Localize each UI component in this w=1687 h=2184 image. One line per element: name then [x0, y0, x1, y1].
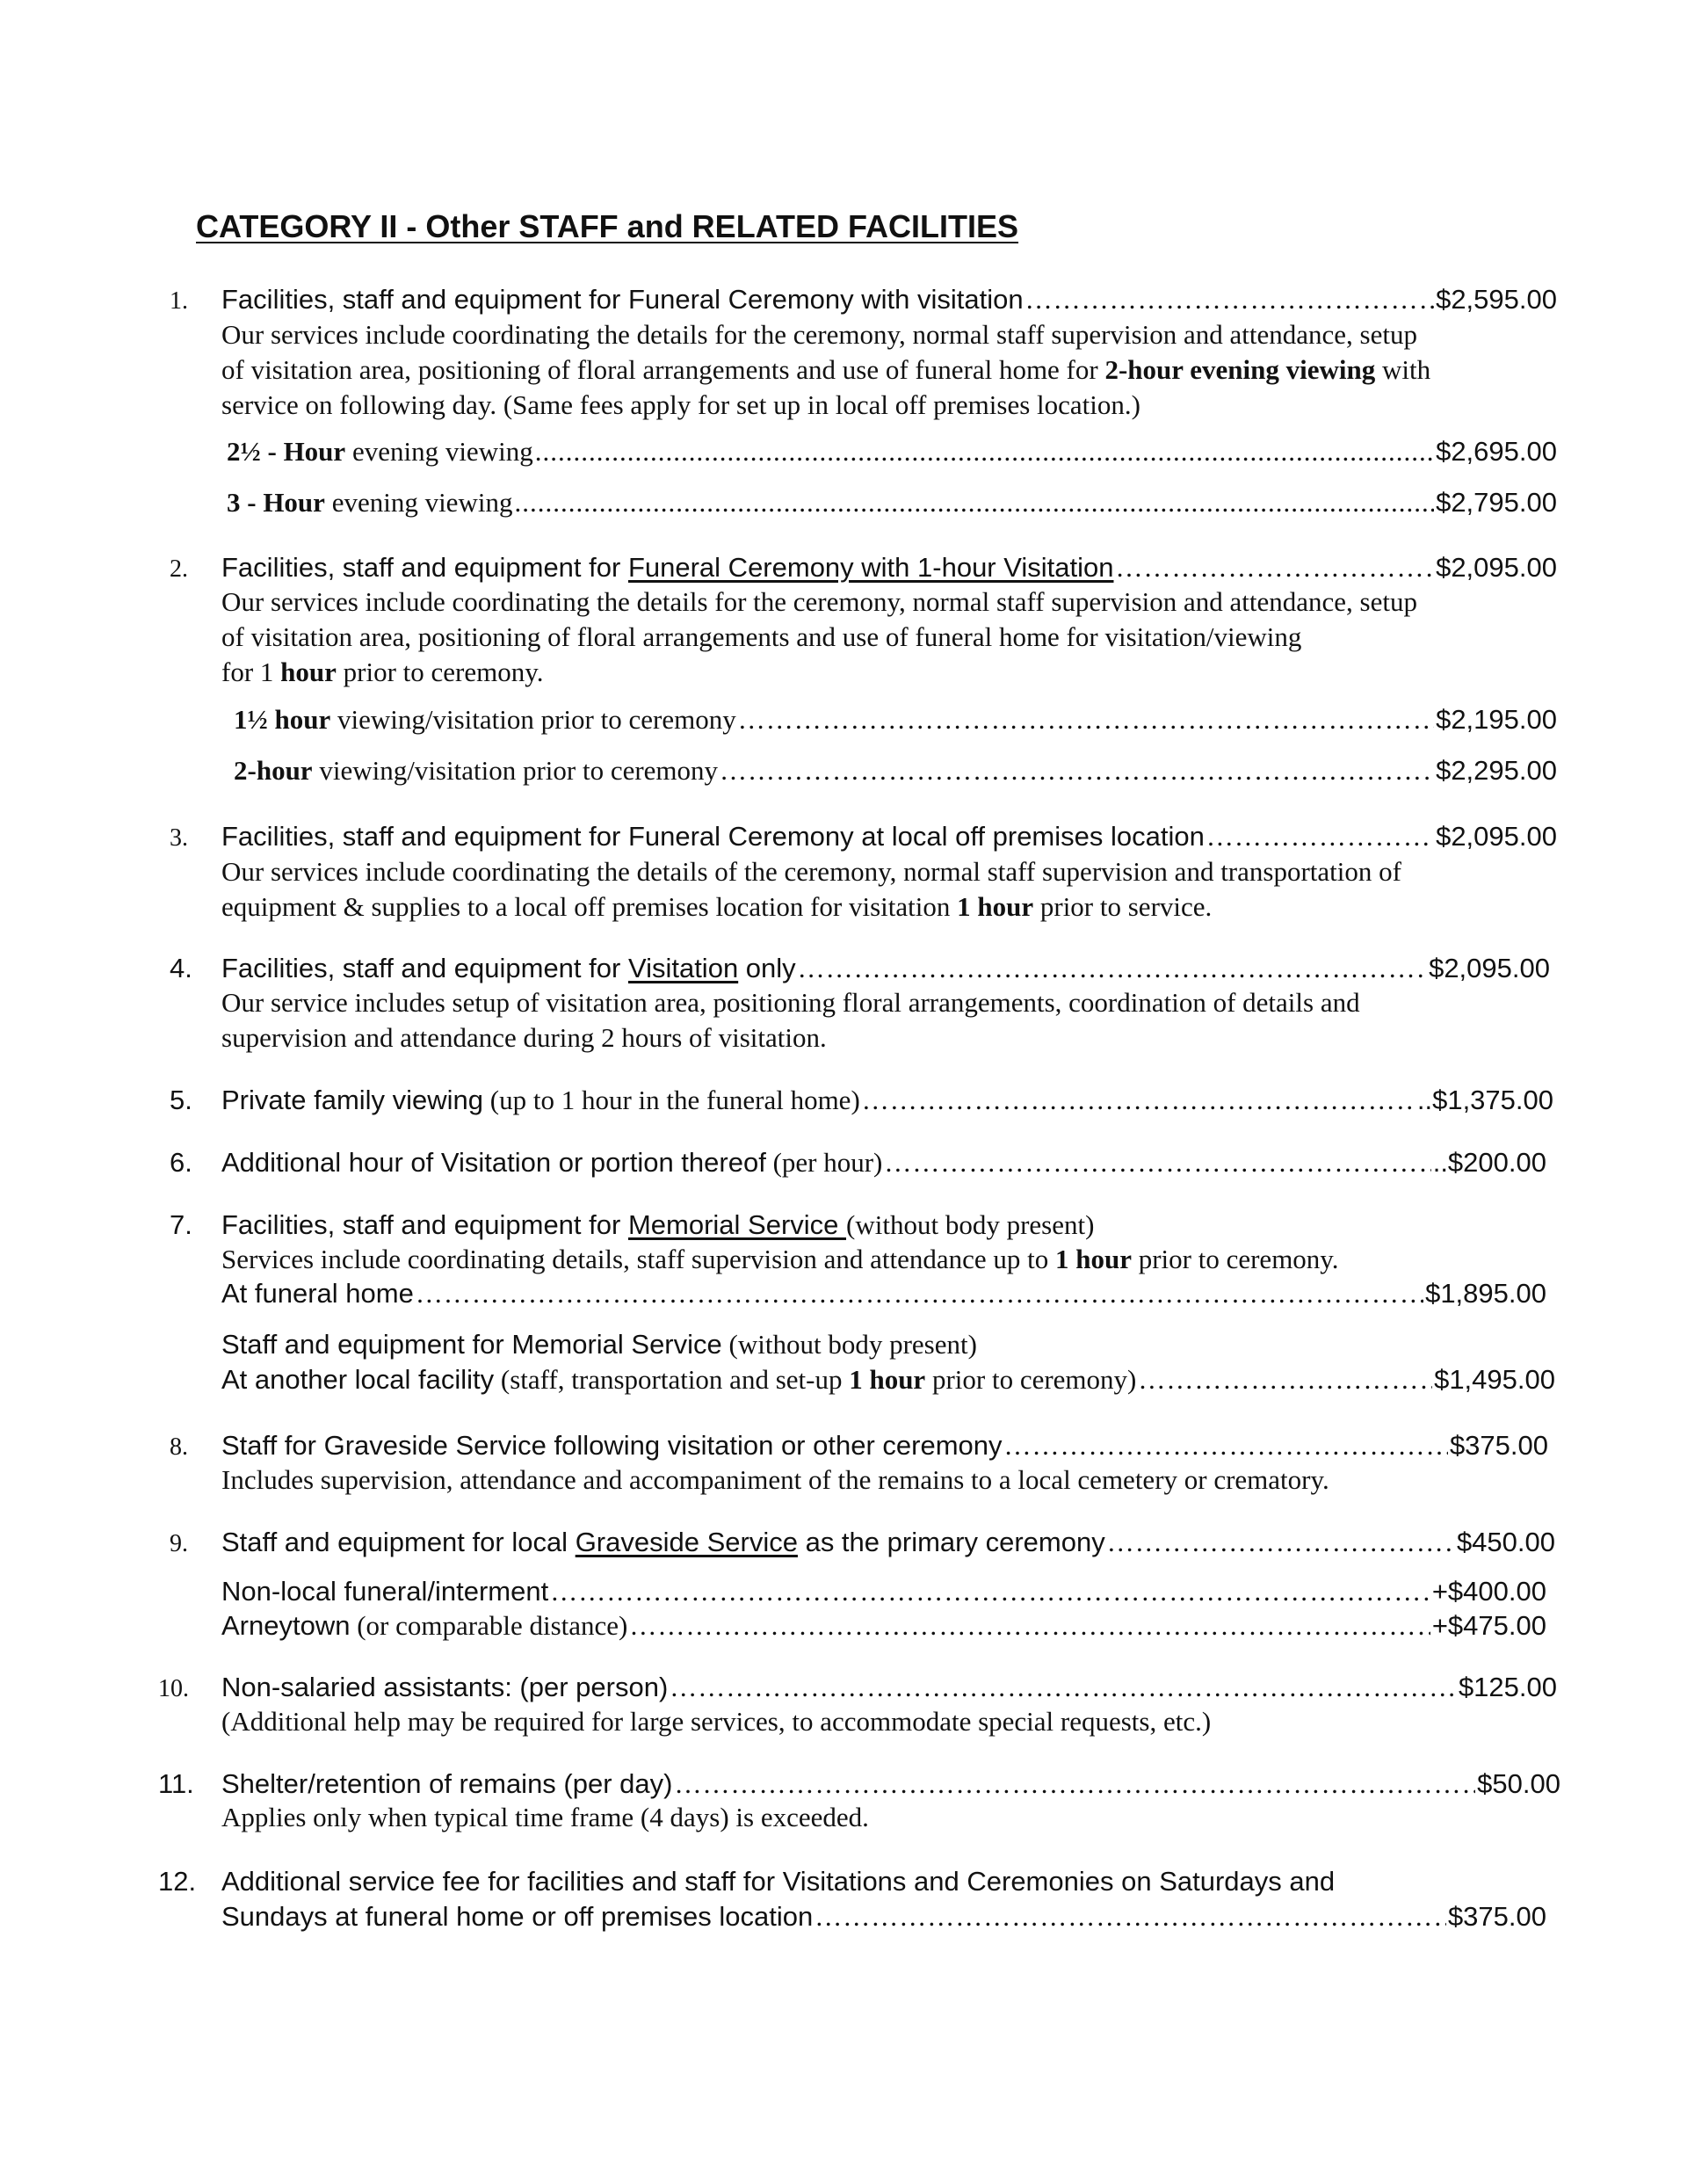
item-1-line [221, 283, 1557, 316]
item-number: 4. [170, 953, 192, 983]
item-1-price: $2,595.00 [1436, 284, 1557, 315]
item-12-price: $375.00 [1447, 1901, 1546, 1932]
item-number: 12. [158, 1866, 197, 1897]
item-4-price: $2,095.00 [1429, 953, 1550, 983]
item-3-line: Facilities, staff and equipment for Funeral Ceremony at local off premises location …………………………………………………………………………………………………………………………………………………………………………………………………………………………………………………… $2,095.00 [221, 820, 1557, 853]
item-6-price: ..$200.00 [1432, 1147, 1546, 1178]
item-2-price: $2,095.00 [1436, 552, 1557, 583]
item-12-line: Additional service fee for facilities and staff for Visitations and Ceremonies on Saturdays and [221, 1866, 1336, 1897]
item-6-line: Additional hour of Visitation or portion thereof (per hour) …………………………………………………………………………………………………………………………………………………………………………………………………………………………………………………… ..$200.00 [221, 1146, 1546, 1179]
item-7-line: Facilities, staff and equipment for Memorial Service (without body present) [221, 1209, 1095, 1240]
page-title: CATEGORY II - Other STAFF and RELATED FACILITIES [196, 208, 1019, 244]
item-4-line: Facilities, staff and equipment for Visitation only …………………………………………………………………………………………………………………………………………………………………………………………………………………………………………………… $2,095.00 [221, 952, 1550, 985]
item-9-arneytown: Arneytown (or comparable distance) …………………………………………………………………………………………………………………………………………………………………………………………………………………………………………………… +$475.00 [221, 1609, 1546, 1643]
item-1-sub-option: 3 - Hour evening viewing ..... $2,795.00 [227, 486, 1557, 519]
item-9-non-local: Non-local funeral/interment …………………………………………………………………………………………………………………………………………………………………………………………………………………………………………………… +$400.00 [221, 1575, 1546, 1608]
item-1-description: Our services include coordinating the details for the ceremony, normal staff supervision and attendance, setup of visitation area, positioning of floral arrangements and use of funeral home for 2-hour evening viewing with service on following day. (Same fees apply for set up in local off premises location.) [221, 319, 1431, 420]
item-number: 11. [158, 1768, 194, 1799]
item-8-price: $375.00 [1449, 1430, 1548, 1461]
item-9-price: $450.00 [1456, 1527, 1555, 1557]
item-11-price: $50.00 [1477, 1768, 1560, 1799]
item-4-description: Our service includes setup of visitation area, positioning floral arrangements, coordination of details and supervision and attendance during 2 hours of visitation. [221, 987, 1360, 1053]
item-8-description: Includes supervision, attendance and accompaniment of the remains to a local cemetery or crematory. [221, 1464, 1329, 1495]
item-number: 5. [170, 1085, 192, 1115]
item-11-description: Applies only when typical time frame (4 days) is exceeded. [221, 1802, 869, 1832]
item-1-sub-option: 2½ - Hour evening viewing ..... $2,695.00 [227, 435, 1557, 468]
item-10-price: $125.00 [1458, 1672, 1557, 1702]
item-1-label: Facilities, staff and equipment for Funeral Ceremony with visitation [221, 284, 1024, 315]
item-number: 8. [170, 1433, 188, 1461]
item-2-line: Facilities, staff and equipment for Funeral Ceremony with 1-hour Visitation …………………………………………………………………………………………………………………………………………………………………………………………………………………………………………………… $2,095.00 [221, 551, 1557, 584]
item-10-line: Non-salaried assistants: (per person) …………………………………………………………………………………………………………………………………………………………………………………………………………………………………………………… $125.00 [221, 1671, 1557, 1704]
item-2-sub-option: 2-hour viewing/visitation prior to ceremony …………………………………………………………………………………………………………………………………………………………………………………………………………………………………………………… $2,295.00 [234, 754, 1557, 787]
item-5-line: Private family viewing (up to 1 hour in the funeral home) …………………………………………………………………………………………………………………………………………………………………………………………………………………………………………………… ..$1,375.00 [221, 1084, 1553, 1117]
item-11-line: Shelter/retention of remains (per day) …………………………………………………………………………………………………………………………………………………………………………………………………………………………………………………… $50.00 [221, 1767, 1560, 1801]
item-number: 3. [170, 824, 188, 852]
item-8-line: Staff for Graveside Service following visitation or other ceremony …………………………………………………………………………………………………………………………………………………………………………………………………………………………………………………… $375.00 [221, 1429, 1548, 1462]
item-number: 6. [170, 1147, 192, 1178]
item-2-description: Our services include coordinating the details for the ceremony, normal staff supervision and attendance, setup of visitation area, positioning of floral arrangements and use of funeral home for visitation/viewing for 1 hour prior to ceremony. [221, 586, 1417, 687]
item-number: 2. [170, 555, 188, 583]
item-9-line: Staff and equipment for local Graveside Service as the primary ceremony …………………………………………………………………………………………………………………………………………………………………………………………………………………………………………………… $450.00 [221, 1526, 1555, 1559]
item-7-other-facility: At another local facility (staff, transportation and set-up 1 hour prior to ceremony) …………………………………………………………………………………………………………………………………………………………………………………………………………………………………………………… $1,495.00 [221, 1363, 1555, 1397]
item-7-description: Services include coordinating details, staff supervision and attendance up to 1 hour prior to ceremony. [221, 1244, 1339, 1274]
item-7-at-home: At funeral home …………………………………………………………………………………………………………………………………………………………………………………………………………………………………………………… $1,895.00 [221, 1277, 1546, 1310]
item-number: 9. [170, 1530, 188, 1557]
item-3-description: Our services include coordinating the details of the ceremony, normal staff supervision and transportation of equipment & supplies to a local off premises location for visitation 1 hour prior to service. [221, 856, 1401, 922]
item-number: 1. [170, 287, 188, 315]
item-2-sub-option: 1½ hour viewing/visitation prior to ceremony …………………………………………………………………………………………………………………………………………………………………………………………………………………………………………………… $2,195.00 [234, 703, 1557, 736]
item-number: 7. [170, 1209, 192, 1240]
item-12-line-2: Sundays at funeral home or off premises location …………………………………………………………………………………………………………………………………………………………………………………………………………………………………………………… $375.00 [221, 1900, 1546, 1934]
item-3-price: $2,095.00 [1436, 821, 1557, 852]
item-7-staff-line: Staff and equipment for Memorial Service (without body present) [221, 1329, 977, 1360]
item-10-description: (Additional help may be required for large services, to accommodate special requests, etc.) [221, 1706, 1212, 1737]
item-5-price: ..$1,375.00 [1416, 1085, 1553, 1115]
item-number: 10. [158, 1675, 189, 1702]
